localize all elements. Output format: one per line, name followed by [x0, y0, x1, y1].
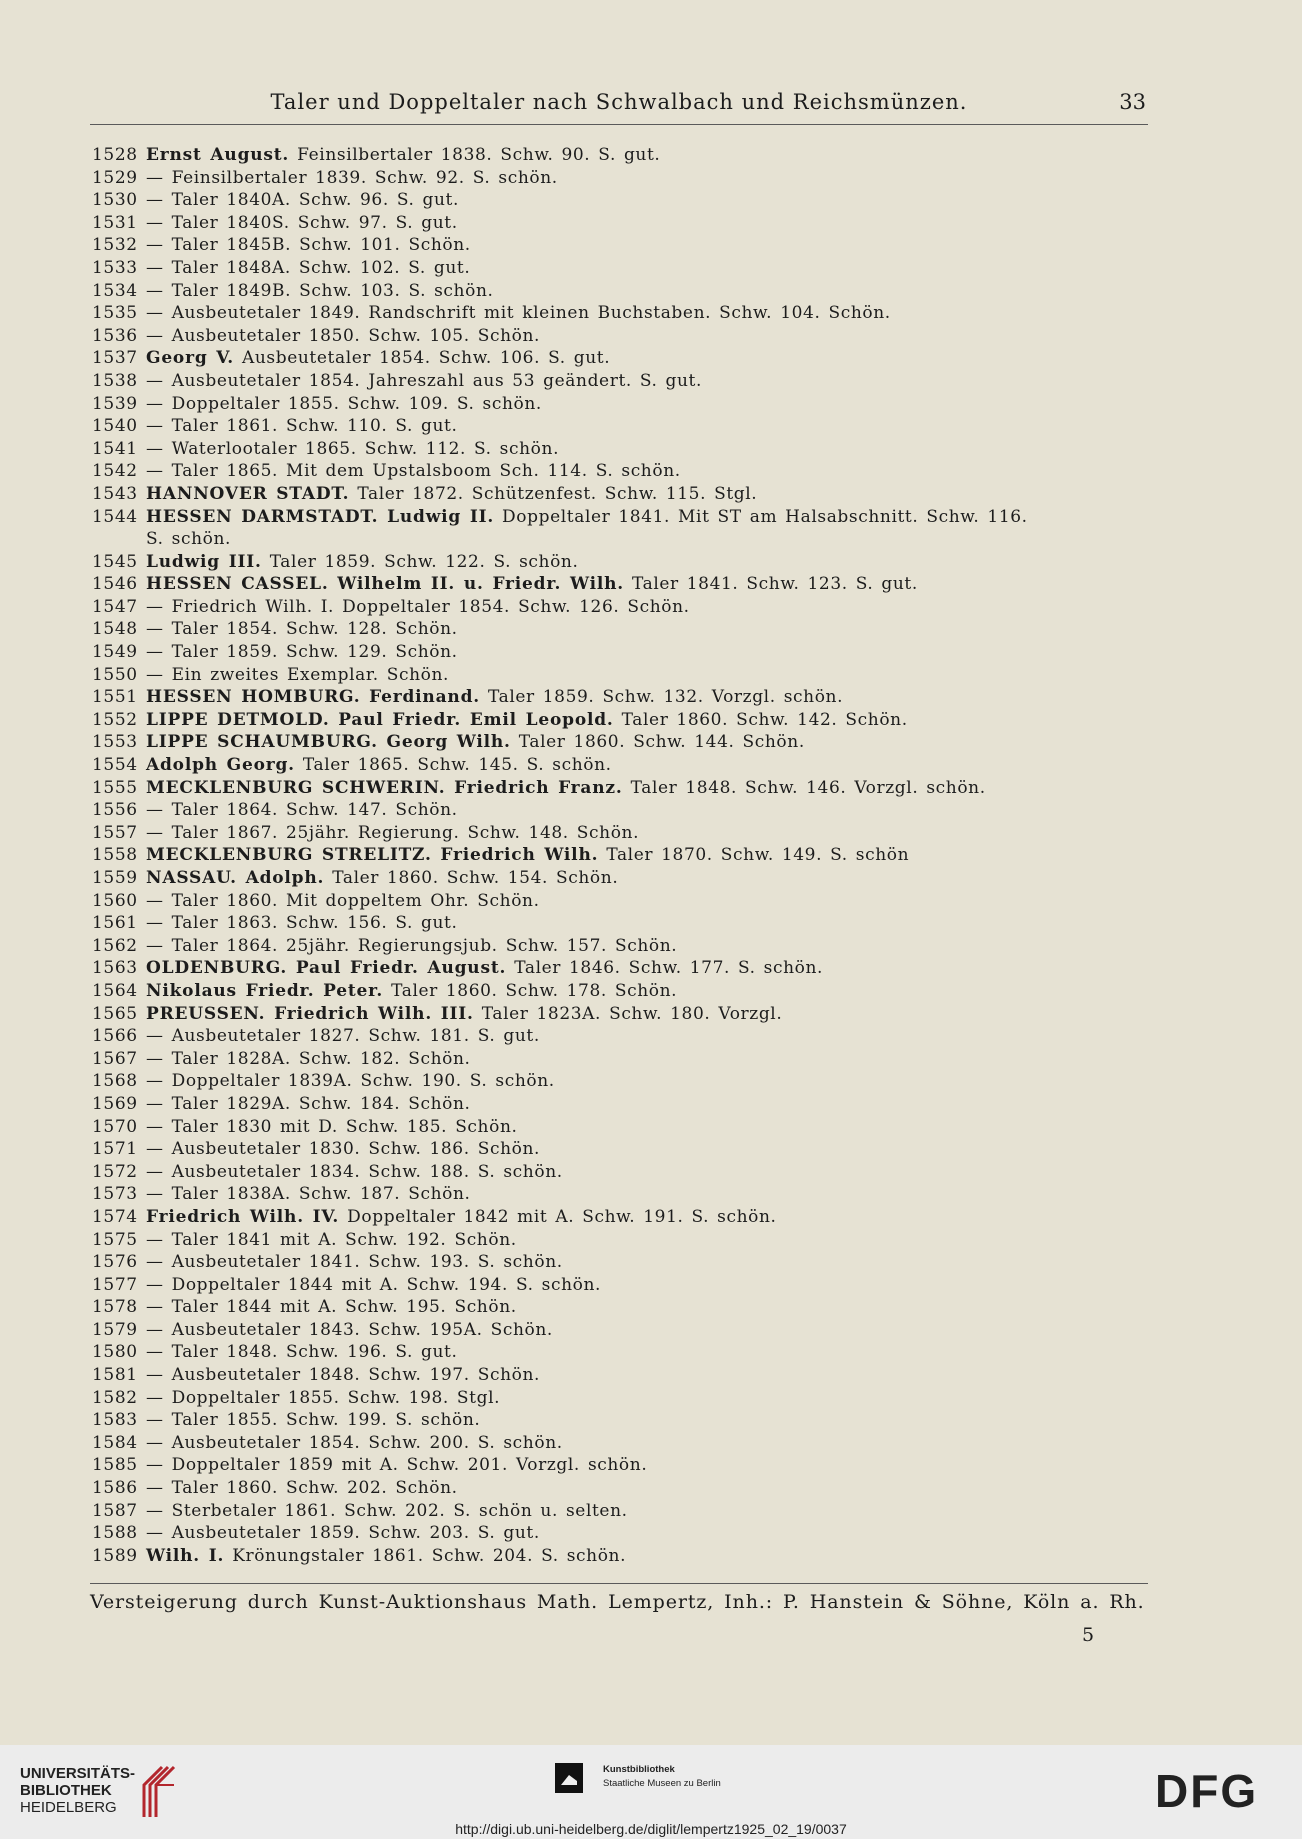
entry-number: 1538 [92, 370, 138, 391]
entry-description: Doppeltaler 1841. Mit ST am Halsabschnitt. Schw. 116. [494, 506, 1028, 527]
uni-line-3: HEIDELBERG [20, 1799, 117, 1816]
entry-description: — Taler 1865. Mit dem Upstalsboom Sch. 114. S. schön. [146, 461, 681, 482]
catalog-entry [92, 438, 1154, 461]
entry-number: 1577 [92, 1274, 138, 1295]
catalog-entry [92, 1274, 1154, 1297]
catalog-entry [92, 1500, 1154, 1523]
kb-line-2: Staatliche Museen zu Berlin [603, 1778, 721, 1789]
catalog-entry [92, 754, 1154, 777]
catalog-entry [92, 212, 1154, 235]
entry-description: — Taler 1840A. Schw. 96. S. gut. [146, 190, 459, 211]
entry-description: Taler 1872. Schützenfest. Schw. 115. Stgl. [349, 483, 758, 504]
entry-description: — Ausbeutetaler 1849. Randschrift mit kleinen Buchstaben. Schw. 104. Schön. [146, 303, 891, 324]
entry-description: Taler 1860. Schw. 142. Schön. [613, 709, 908, 730]
catalog-entry [92, 1161, 1154, 1184]
entry-number: 1563 [92, 958, 138, 979]
entry-description: — Feinsilbertaler 1839. Schw. 92. S. schön. [146, 167, 558, 188]
catalog-entry [92, 370, 1154, 393]
catalog-entry [92, 1522, 1154, 1545]
entry-description: — Taler 1854. Schw. 128. Schön. [146, 619, 458, 640]
entry-ruler: HESSEN CASSEL. Wilhelm II. u. Friedr. Wilh. [146, 574, 624, 595]
entry-ruler: HESSEN DARMSTADT. Ludwig II. [146, 506, 495, 527]
sheet-number: 5 [1082, 1624, 1095, 1646]
entry-number: 1556 [92, 800, 138, 821]
catalog-entry [92, 280, 1154, 303]
catalog-entry [92, 980, 1154, 1003]
catalog-entry [92, 1048, 1154, 1071]
entry-number: 1528 [92, 145, 138, 165]
entry-number: 1539 [92, 393, 138, 414]
entry-ruler: Wilh. I. [146, 1545, 225, 1566]
entry-number: 1583 [92, 1410, 138, 1431]
entry-ruler: Adolph Georg. [146, 755, 295, 776]
catalog-entry [92, 1183, 1154, 1206]
entry-description: Taler 1865. Schw. 145. S. schön. [294, 755, 612, 776]
catalog-entry [92, 641, 1154, 664]
entry-number: 1546 [92, 574, 138, 595]
entry-description: — Ausbeutetaler 1841. Schw. 193. S. schön. [146, 1252, 563, 1273]
catalog-entry [92, 1138, 1154, 1161]
catalog-entry [92, 302, 1154, 325]
entry-number: 1587 [92, 1500, 138, 1521]
entry-description: — Taler 1860. Schw. 202. Schön. [146, 1478, 458, 1499]
entry-description: Krönungstaler 1861. Schw. 204. S. schön. [224, 1545, 627, 1566]
catalog-entry [92, 731, 1154, 754]
entry-number: 1549 [92, 642, 138, 663]
entry-number: 1566 [92, 1026, 138, 1047]
heidelberg-library-logo[interactable] [20, 1761, 190, 1821]
header-title: Taler und Doppeltaler nach Schwalbach und Reichsmünzen. [270, 90, 968, 114]
entry-number: 1558 [92, 845, 138, 866]
entry-number: 1555 [92, 777, 138, 798]
entry-number: 1557 [92, 822, 138, 843]
entry-description: — Ausbeutetaler 1850. Schw. 105. Schön. [146, 325, 541, 346]
entry-description: — Ausbeutetaler 1854. Jahreszahl aus 53 geändert. S. gut. [146, 370, 702, 391]
catalog-entry [92, 799, 1154, 822]
entry-ruler: Friedrich Wilh. IV. [146, 1206, 340, 1227]
entry-ruler: NASSAU. Adolph. [146, 868, 325, 888]
catalog-entry [92, 189, 1154, 212]
catalog-entry [92, 1229, 1154, 1252]
entry-description: Taler 1860. Schw. 144. Schön. [510, 732, 805, 753]
entry-description: — Taler 1864. Schw. 147. Schön. [146, 800, 458, 821]
catalog-entry [92, 460, 1154, 483]
catalog-entry [92, 144, 1154, 167]
catalog-entry [92, 1116, 1154, 1139]
entry-description: — Taler 1840S. Schw. 97. S. gut. [146, 212, 458, 233]
entry-number: 1571 [92, 1139, 138, 1160]
entry-number: 1543 [92, 483, 138, 504]
digitization-banner [0, 1745, 1302, 1839]
catalog-entries [92, 144, 1154, 1567]
entry-number: 1588 [92, 1523, 138, 1544]
entry-description: — Doppeltaler 1859 mit A. Schw. 201. Vorzgl. schön. [146, 1455, 648, 1476]
catalog-entry [92, 957, 1154, 980]
entry-number: 1584 [92, 1432, 138, 1453]
entry-number: 1564 [92, 980, 138, 1001]
catalog-entry [92, 1206, 1154, 1229]
catalog-entry [92, 1070, 1154, 1093]
entry-description: — Ausbeutetaler 1843. Schw. 195A. Schön. [146, 1319, 553, 1340]
entry-number: 1570 [92, 1116, 138, 1137]
entry-description: — Taler 1860. Mit doppeltem Ohr. Schön. [146, 890, 540, 911]
footer-publisher-line: Versteigerung durch Kunst-Auktionshaus Math. Lempertz, Inh.: P. Hanstein & Söhne, Köln a. Rh. [90, 1591, 1145, 1613]
catalog-entry [92, 822, 1154, 845]
dfg-logo[interactable] [1155, 1765, 1285, 1815]
entry-number: 1586 [92, 1478, 138, 1499]
entry-description: — Doppeltaler 1839A. Schw. 190. S. schön. [146, 1071, 555, 1092]
catalog-entry [92, 709, 1154, 732]
catalog-entry [92, 844, 1154, 867]
entry-ruler: MECKLENBURG SCHWERIN. Friedrich Franz. [146, 777, 623, 798]
entry-number: 1559 [92, 868, 138, 888]
entry-description: Taler 1848. Schw. 146. Vorzgl. schön. [622, 777, 986, 798]
entry-ruler: OLDENBURG. Paul Friedr. August. [146, 958, 507, 979]
catalog-entry [92, 912, 1154, 935]
entry-number: 1562 [92, 935, 138, 956]
catalog-entry [92, 1025, 1154, 1048]
entry-number: 1552 [92, 709, 138, 730]
entry-description: — Friedrich Wilh. I. Doppeltaler 1854. Schw. 126. Schön. [146, 596, 690, 617]
entry-description: Taler 1859. Schw. 122. S. schön. [261, 551, 579, 572]
entry-description: — Taler 1849B. Schw. 103. S. schön. [146, 280, 494, 301]
entry-description: Taler 1860. Schw. 178. Schön. [383, 980, 678, 1001]
entry-description: Taler 1860. Schw. 154. Schön. [324, 868, 619, 888]
footer-rule [90, 1583, 1148, 1584]
entry-description: — Ausbeutetaler 1827. Schw. 181. S. gut. [146, 1026, 540, 1047]
kb-line-1: Kunstbibliothek [603, 1764, 675, 1775]
catalog-entry [92, 1387, 1154, 1410]
entry-number: 1560 [92, 890, 138, 911]
entry-number: 1553 [92, 732, 138, 753]
entry-number: 1581 [92, 1365, 138, 1386]
entry-description: — Taler 1830 mit D. Schw. 185. Schön. [146, 1116, 518, 1137]
entry-ruler: LIPPE DETMOLD. Paul Friedr. Emil Leopold. [146, 709, 614, 730]
running-header [90, 90, 1148, 125]
catalog-entry [92, 393, 1154, 416]
entry-number: 1579 [92, 1319, 138, 1340]
entry-number: 1561 [92, 913, 138, 934]
catalog-entry [92, 1409, 1154, 1432]
entry-number: 1575 [92, 1229, 138, 1250]
entry-number: 1548 [92, 619, 138, 640]
catalog-entry [92, 1319, 1154, 1342]
entry-description: — Ausbeutetaler 1859. Schw. 203. S. gut. [146, 1523, 540, 1544]
entry-description: Doppeltaler 1842 mit A. Schw. 191. S. schön. [339, 1206, 777, 1227]
catalog-entry [92, 167, 1154, 190]
entry-number: 1541 [92, 438, 138, 459]
entry-number: 1576 [92, 1252, 138, 1273]
entry-number: 1532 [92, 235, 138, 256]
entry-number: 1551 [92, 687, 138, 708]
entry-number: 1537 [92, 348, 138, 369]
entry-description: — Sterbetaler 1861. Schw. 202. S. schön u. selten. [146, 1500, 628, 1521]
entry-description: Taler 1846. Schw. 177. S. schön. [506, 958, 824, 979]
entry-ruler: PREUSSEN. Friedrich Wilh. III. [146, 1003, 474, 1024]
entry-description: — Ausbeutetaler 1854. Schw. 200. S. schön. [146, 1432, 563, 1453]
entry-ruler: Georg V. [146, 348, 234, 369]
catalog-entry [92, 506, 1154, 551]
entry-number: 1535 [92, 303, 138, 324]
catalog-entry [92, 483, 1154, 506]
catalog-entry [92, 935, 1154, 958]
entry-ruler: HANNOVER STADT. [146, 483, 350, 504]
catalog-entry [92, 234, 1154, 257]
entry-number: 1542 [92, 461, 138, 482]
kunstbibliothek-logo[interactable] [555, 1757, 755, 1797]
entry-number: 1531 [92, 212, 138, 233]
entry-ruler: Ernst August. [146, 145, 290, 165]
entry-description: Feinsilbertaler 1838. Schw. 90. S. gut. [289, 145, 661, 165]
entry-description: — Taler 1861. Schw. 110. S. gut. [146, 416, 458, 437]
entry-description: — Taler 1845B. Schw. 101. Schön. [146, 235, 471, 256]
entry-description: — Ausbeutetaler 1848. Schw. 197. Schön. [146, 1365, 541, 1386]
entry-description: Taler 1859. Schw. 132. Vorzgl. schön. [479, 687, 844, 708]
entry-ruler: MECKLENBURG STRELITZ. Friedrich Wilh. [146, 845, 599, 866]
catalog-entry [92, 664, 1154, 687]
entry-number: 1545 [92, 551, 138, 572]
entry-number: 1568 [92, 1071, 138, 1092]
entry-number: 1533 [92, 257, 138, 278]
catalog-entry [92, 867, 1154, 890]
entry-number: 1544 [92, 506, 138, 527]
catalog-entry [92, 1477, 1154, 1500]
dfg-logo-text: DFG [1155, 1765, 1259, 1815]
catalog-entry [92, 1251, 1154, 1274]
entry-description: — Taler 1863. Schw. 156. S. gut. [146, 913, 458, 934]
entry-number: 1573 [92, 1184, 138, 1205]
entry-description: Taler 1870. Schw. 149. S. schön [598, 845, 910, 866]
entry-number: 1589 [92, 1545, 138, 1566]
entry-description: — Taler 1841 mit A. Schw. 192. Schön. [146, 1229, 517, 1250]
entry-number: 1530 [92, 190, 138, 211]
entry-number: 1534 [92, 280, 138, 301]
entry-number: 1529 [92, 167, 138, 188]
catalog-entry [92, 551, 1154, 574]
entry-number: 1578 [92, 1297, 138, 1318]
catalog-entry [92, 1454, 1154, 1477]
entry-number: 1550 [92, 664, 138, 685]
entry-description: — Doppeltaler 1844 mit A. Schw. 194. S. schön. [146, 1274, 602, 1295]
entry-ruler: LIPPE SCHAUMBURG. Georg Wilh. [146, 732, 511, 753]
catalog-entry [92, 325, 1154, 348]
catalog-entry [92, 777, 1154, 800]
catalog-entry [92, 1432, 1154, 1455]
catalog-entry [92, 1296, 1154, 1319]
entry-number: 1585 [92, 1455, 138, 1476]
entry-number: 1580 [92, 1342, 138, 1363]
entry-ruler: Ludwig III. [146, 551, 262, 572]
entry-description: Taler 1823A. Schw. 180. Vorzgl. [473, 1003, 783, 1024]
header-page-number: 33 [1119, 90, 1146, 114]
entry-description: — Ausbeutetaler 1830. Schw. 186. Schön. [146, 1139, 541, 1160]
heidelberg-mark-icon [132, 1761, 192, 1821]
entry-number: 1565 [92, 1003, 138, 1024]
entry-description: — Taler 1844 mit A. Schw. 195. Schön. [146, 1297, 517, 1318]
entry-description: — Taler 1829A. Schw. 184. Schön. [146, 1093, 471, 1114]
catalog-entry [92, 1003, 1154, 1026]
entry-number: 1554 [92, 755, 138, 776]
catalog-entry [92, 618, 1154, 641]
entry-number: 1582 [92, 1387, 138, 1408]
uni-line-1: UNIVERSITÄTS- [20, 1765, 136, 1782]
uni-line-2: BIBLIOTHEK [20, 1782, 112, 1799]
entry-description: — Ausbeutetaler 1834. Schw. 188. S. schön. [146, 1161, 563, 1182]
entry-description: — Taler 1867. 25jähr. Regierung. Schw. 148. Schön. [146, 822, 640, 843]
entry-continuation: S. schön. [146, 529, 232, 550]
entry-ruler: Nikolaus Friedr. Peter. [146, 980, 384, 1001]
entry-description: — Taler 1855. Schw. 199. S. schön. [146, 1410, 481, 1431]
catalog-entry [92, 1341, 1154, 1364]
entry-description: Ausbeutetaler 1854. Schw. 106. S. gut. [233, 348, 611, 369]
catalog-entry [92, 1545, 1154, 1568]
catalog-entry [92, 890, 1154, 913]
entry-number: 1572 [92, 1161, 138, 1182]
entry-description: — Taler 1848. Schw. 196. S. gut. [146, 1342, 458, 1363]
entry-number: 1547 [92, 596, 138, 617]
entry-number: 1567 [92, 1048, 138, 1069]
catalog-entry [92, 596, 1154, 619]
catalog-entry [92, 1364, 1154, 1387]
entry-number: 1574 [92, 1206, 138, 1227]
entry-description: — Taler 1828A. Schw. 182. Schön. [146, 1048, 471, 1069]
entry-description: — Taler 1859. Schw. 129. Schön. [146, 642, 458, 663]
entry-number: 1540 [92, 416, 138, 437]
entry-description: — Taler 1864. 25jähr. Regierungsjub. Schw. 157. Schön. [146, 935, 678, 956]
entry-description: Taler 1841. Schw. 123. S. gut. [623, 574, 918, 595]
entry-description: — Doppeltaler 1855. Schw. 109. S. schön. [146, 393, 542, 414]
entry-description: — Ein zweites Exemplar. Schön. [146, 664, 450, 685]
entry-ruler: HESSEN HOMBURG. Ferdinand. [146, 687, 480, 708]
catalog-entry [92, 415, 1154, 438]
catalog-entry [92, 686, 1154, 709]
entry-description: — Doppeltaler 1855. Schw. 198. Stgl. [146, 1387, 501, 1408]
catalog-entry [92, 1093, 1154, 1116]
catalog-entry [92, 347, 1154, 370]
entry-description: — Taler 1838A. Schw. 187. Schön. [146, 1184, 471, 1205]
entry-description: — Waterlootaler 1865. Schw. 112. S. schön. [146, 438, 560, 459]
kunstbibliothek-mark-icon [555, 1763, 583, 1793]
entry-number: 1569 [92, 1093, 138, 1114]
source-url[interactable]: http://digi.ub.uni-heidelberg.de/diglit/lempertz1925_02_19/0037 [455, 1821, 847, 1837]
entry-number: 1536 [92, 325, 138, 346]
catalog-entry [92, 257, 1154, 280]
catalog-entry [92, 573, 1154, 596]
entry-description: — Taler 1848A. Schw. 102. S. gut. [146, 257, 471, 278]
